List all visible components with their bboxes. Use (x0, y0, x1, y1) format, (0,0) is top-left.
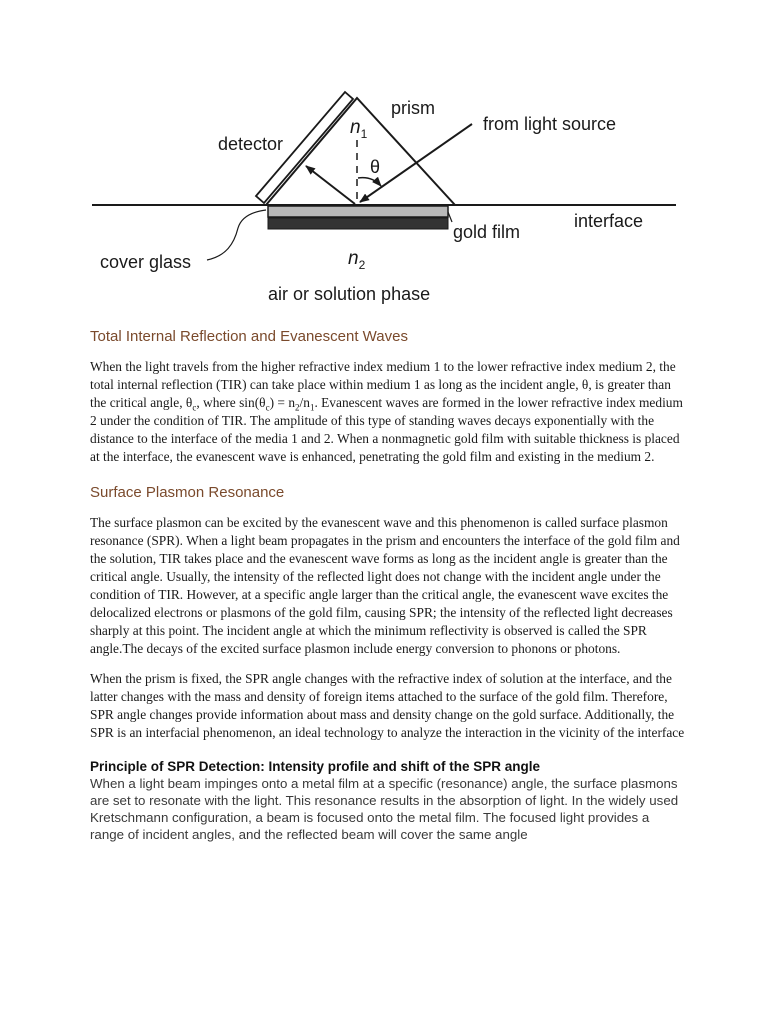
n1-label: $n_1$ (350, 117, 368, 141)
section-heading-detection: Principle of SPR Detection: Intensity profile and shift of the SPR angle (90, 759, 541, 774)
spr-diagram (0, 60, 768, 320)
gold-film (268, 206, 448, 217)
theta-label: θ (370, 157, 381, 177)
reflected-beam (306, 166, 355, 204)
paragraph-detection: When a light beam impinges onto a metal film at a specific (resonance) angle, the surface plasmons are set to resonate with the light. This resonance results in the absorption of light. In the widely used Kretschmann configuration, a beam is focused onto the metal film. The focused light provides a range of incident angles, and the reflected beam will cover the same angle (90, 776, 679, 842)
section-heading-spr: Surface Plasmon Resonance (90, 484, 285, 501)
interface-label: interface (574, 211, 644, 231)
section-heading-tir: Total Internal Reflection and Evanescent Waves (90, 328, 408, 345)
light-source-label: from light source (483, 114, 617, 134)
theta-arc (358, 178, 381, 186)
phase-label: air or solution phase (268, 284, 431, 304)
cover-glass (268, 218, 448, 229)
cover-glass-label: cover glass (100, 252, 192, 272)
cover-glass-leader (207, 210, 266, 260)
paragraph-tir: When the light travels from the higher refractive index medium 1 to the lower refractive index medium 2, the total internal reflection (TIR) can take place within medium 1 as long as the incident angle, θ, is greater than the critical angle, $\theta_c$, where $\sin(\theta_c) = n_2/n_1$. Evanescent waves are formed in the lower refractive index medium 2 under the condition of TIR. The amplitude of this type of standing waves decays exponentially with the distance to the interface of the media 1 and 2. When a nonmagnetic gold film with suitable thickness is placed at the interface, the evanescent wave is enhanced, penetrating the gold film and existing in the medium 2. (90, 359, 683, 464)
n2-label: $n_2$ (348, 248, 366, 272)
article-content (90, 328, 686, 843)
prism-label: prism (391, 98, 435, 118)
paragraph-spr-1: The surface plasmon can be excited by the evanescent wave and this phenomenon is called surface plasmon resonance (SPR). When a light beam propagates in the prism and encounters the interface of the gold film and the solution, TIR takes place and the evanescent wave forms as long as the incident angle is greater than the critical angle. Usually, the intensity of the reflected light does not change with the incident angle under the condition of TIR. However, at a specific angle larger than the critical angle, the evanescent wave excites the delocalized electrons or plasmons of the gold film, causing SPR; the intensity of the reflected light decreases sharply at this point. The incident angle at which the minimum reflectivity is observed is called the SPR angle.The decays of the excited surface plasmon include energy conversion to phonons or photons. (90, 515, 680, 656)
detector-label: detector (218, 134, 284, 154)
paragraph-spr-2: When the prism is fixed, the SPR angle changes with the refractive index of solution at the interface, and the latter changes with the mass and density of foreign items attached to the surface of the gold film. Therefore, SPR angle changes provide information about mass and density change on the gold surface. Additionally, the SPR is an interfacial phenomenon, an ideal technology to analyze the interaction in the vicinity of the interface (90, 671, 685, 740)
gold-film-label: gold film (453, 222, 521, 242)
